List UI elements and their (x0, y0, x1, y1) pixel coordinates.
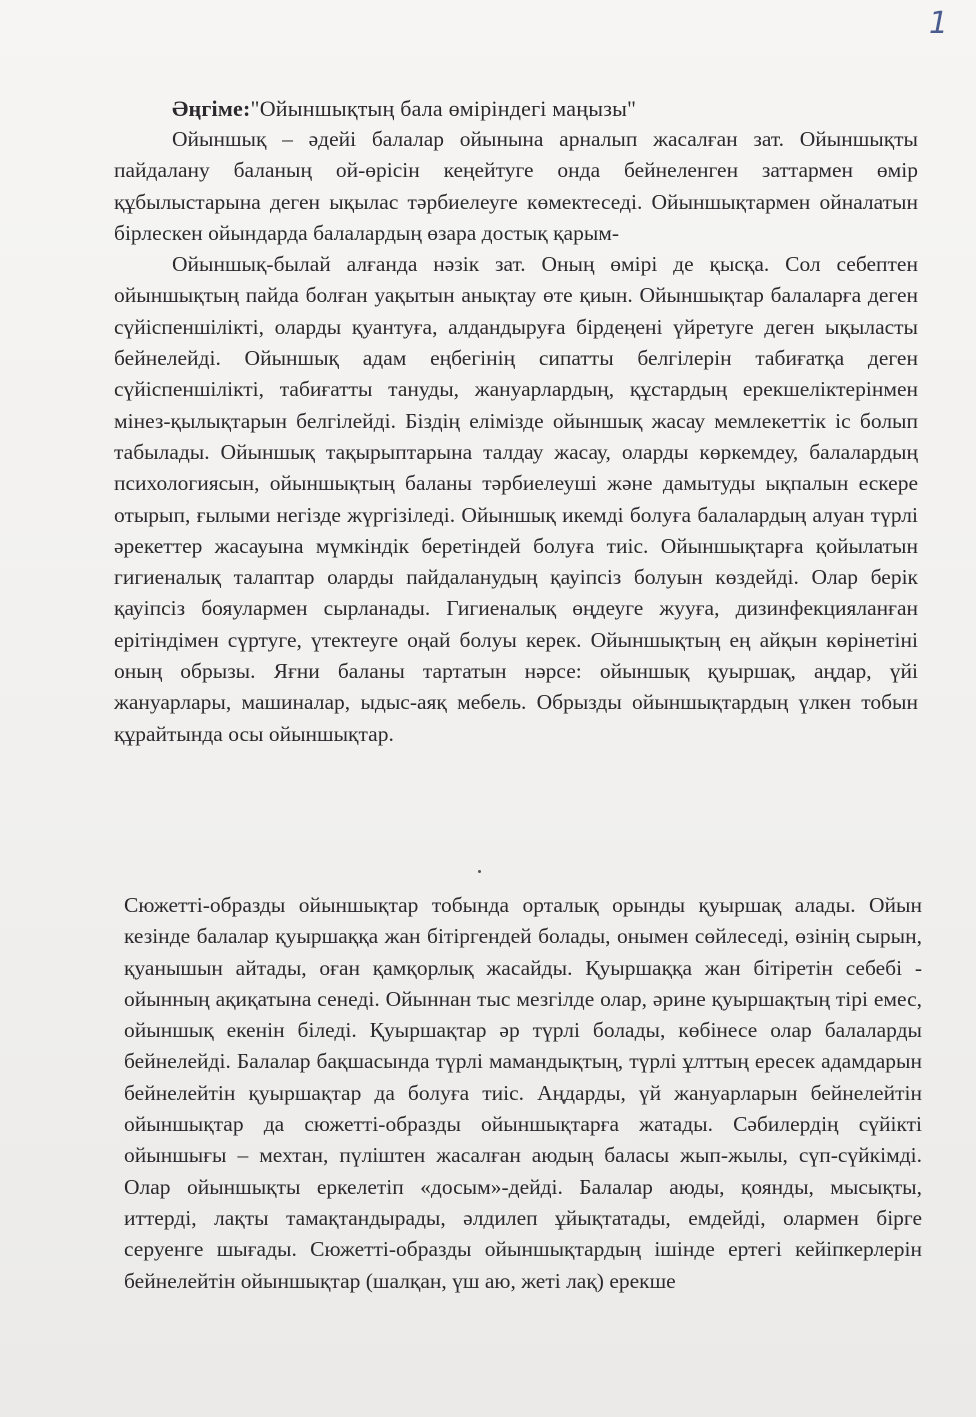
paragraph-intro: Ойыншық – әдейі балалар ойынына арналып жасалған зат. Ойыншықты пайдалану баланың ой-өрісін кеңейтуге онда бейнеленген заттармен өмір құбылыстарына деген ықылас тәрбиелеуге көмектеседі. Ойыншықтармен ойналатын бірлескен ойындарда балалардың өзара достық қарым- (114, 127, 918, 245)
stray-mark (478, 870, 481, 873)
document-title (172, 96, 636, 122)
paragraph-plot-toys: Сюжетті-образды ойыншықтар тобында орталық орынды қуыршақ алады. Ойын кезінде балалар қуыршаққа жан бітіргендей болады, онымен сөйлеседі, өзінің сырын, қуанышын айтады, оған қамқорлық жасайды. Қуыршаққа жан бітіретін себебі - ойынның ақиқатына сенеді. Ойыннан тыс мезгілде олар, әрине қуыршақтың тірі емес, ойыншық екенін біледі. Қуыршақтар әр түрлі болады, көбінесе олар балаларды бейнелейді. Балалар бақшасында түрлі мамандықтың, түрлі ұлттың ересек адамдарын бейнелейтін қуыршақтар да болуға тиіс. Аңдарды, үй жануарларын бейнелейтін ойыншықтар да сюжетті-образды ойыншықтарға жатады. Сәбилердің сүйікті ойыншығы – мехтан, пүліштен жасалған аюдың баласы жып-жылы, сүп-сүйкімді. Олар ойыншықты еркелетіп «досым»-дейді. Балалар аюды, қоянды, мысықты, иттерді, лақты тамақтандырады, әлдилеп ұйықтатады, емдейді, олармен бірге серуенге шығады. Сюжетті-образды ойыншықтардың ішінде ертегі кейіпкерлерін бейнелейтін ойыншықтар (шалқан, үш аю, жеті лақ) ерекше (124, 893, 922, 1293)
title-text: "Ойыншықтың бала өміріндегі маңызы" (250, 96, 637, 121)
page-number: 1 (928, 6, 948, 41)
paragraph-fragile-toy: Ойыншық-былай алғанда нәзік зат. Оның өмірі де қысқа. Сол себептен ойыншықтың пайда болған уақытын анықтау өте қиын. Ойыншықтар балаларға деген сүйіспеншілікті, оларды қуантуға, алдандыруға бірдеңені үйретуге деген ықыласты бейнелейді. Ойыншық адам еңбегінің сипатты белгілерін табиғатқа деген сүйіспеншілікті, табиғатты тануды, жануарлардың, құстардың ерекшеліктерінмен мінез-қылықтарын белгілейді. Біздің елімізде ойыншық жасау мемлекеттік іс болып табылады. Ойыншық тақырыптарына талдау жасау, оларды көркемдеу, балалардың психологиясын, ойыншықтың баланы тәрбиелеуші және дамытуды ықпалын ескере отырып, ғылыми негізде жүргізіледі. Ойыншық икемді болуға балалардың алуан түрлі әрекеттер жасауына мүмкіндік беретіндей болуға тиіс. Ойыншықтарға қойылатын гигиеналық талаптар оларды пайдаланудың қауіпсіз болуын көздейді. Олар берік қауіпсіз бояулармен сырланады. Гигиеналық өңдеуге жууға, дизинфекцияланған ерітіндімен сүртуге, үтектеуге оңай болуы керек. Ойыншықтың ең айқын көрінетіні оның обрызы. Яғни баланы тартатын нәрсе: ойыншық қуыршақ, аңдар, үйі жануарлары, машиналар, ыдыс-аяқ мебель. Обрызды ойыншықтардың үлкен тобын құрайтында осы ойыншықтар. (114, 252, 918, 746)
title-lead: Әңгіме: (172, 96, 251, 121)
text-block-upper (114, 124, 918, 750)
text-block-lower (124, 890, 922, 1297)
